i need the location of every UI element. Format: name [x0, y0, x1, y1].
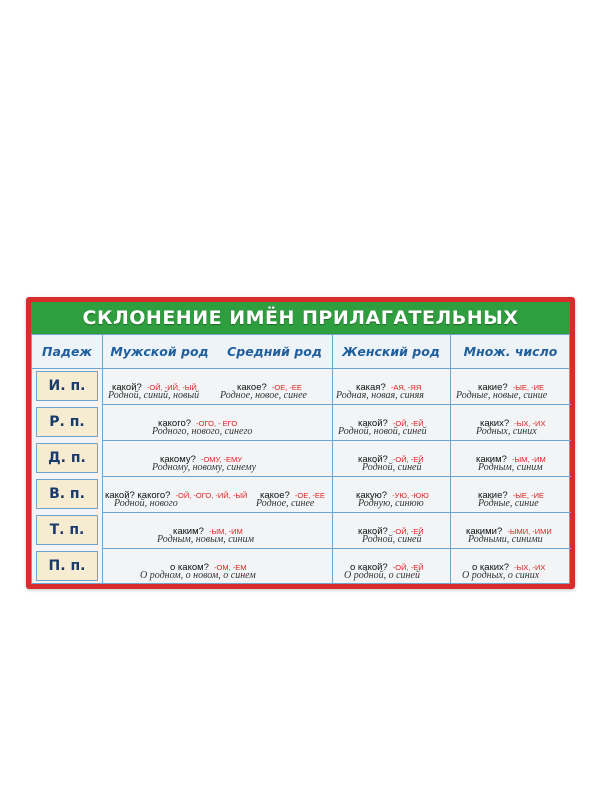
question-text: какой? [358, 526, 388, 537]
ending-text: -ЫЕ, -ИЕ [512, 383, 544, 392]
fem-words-acc: Родную, синюю [358, 498, 424, 509]
question-text: какое? [237, 382, 267, 393]
row-divider [102, 548, 571, 549]
row-divider [102, 440, 571, 441]
masc-neut-words-pre: О родном, о новом, о синем [140, 570, 256, 581]
plural-words-gen: Родных, синих [476, 426, 537, 437]
declension-poster [26, 297, 575, 589]
ending-text: -ОМ, -ЕМ [214, 563, 247, 572]
ending-text: -ОЙ, -ЕЙ [392, 455, 424, 464]
row-divider [102, 404, 571, 405]
ending-text: -ОЙ, -ИЙ, -ЫЙ [146, 383, 197, 392]
masc-neut-words-dat: Родному, новому, синему [152, 462, 257, 473]
table-header [32, 335, 569, 369]
row-divider [102, 476, 571, 477]
ending-text: -ОГО, - ЕГО [196, 419, 238, 428]
question-text: какую? [356, 490, 388, 501]
ending-text: -ОМУ, -ЕМУ [200, 455, 242, 464]
neut-words-acc: Родное, синее [256, 498, 315, 509]
question-text: какой? [358, 454, 388, 465]
ending-text: -ОЙ, -ЕЙ [392, 563, 424, 572]
declension-table [31, 334, 570, 584]
question-text: о каком? [170, 562, 209, 573]
masc-words-acc: Родной, нового [114, 498, 178, 509]
question-text: каких? [480, 418, 510, 429]
fem-words-dat: Родной, синей [362, 462, 422, 473]
header-case: Падеж [42, 344, 92, 359]
header-neuter: Средний род [227, 344, 322, 359]
column-divider [102, 335, 103, 583]
case-label-accusative: В. п. [36, 479, 98, 509]
case-label-nominative: И. п. [36, 371, 98, 401]
ending-text: -АЯ, -ЯЯ [390, 383, 422, 392]
plural-words-acc: Родные, синие [478, 498, 539, 509]
header-feminine: Женский род [342, 344, 440, 359]
masc-neut-words-ins: Родным, новым, синим [157, 534, 255, 545]
fem-words-nom: Родная, новая, синяя [336, 390, 424, 401]
column-divider [450, 335, 451, 583]
plural-words-pre: О родных, о синих [462, 570, 540, 581]
fem-words-gen: Родной, новой, синей [338, 426, 427, 437]
ending-text: -ЫМ, -ИМ [512, 455, 546, 464]
ending-text: -ЫЕ, -ИЕ [512, 491, 544, 500]
case-label-instrumental: Т. п. [36, 515, 98, 545]
question-text: какой? [358, 418, 388, 429]
masc-words-nom: Родной, синий, новый [108, 390, 200, 401]
question-text: какое? [260, 490, 290, 501]
question-text: какие? [478, 490, 508, 501]
question-text: какая? [356, 382, 386, 393]
question-text: какому? [160, 454, 196, 465]
plural-words-nom: Родные, новые, синие [456, 390, 548, 401]
case-label-genitive: Р. п. [36, 407, 98, 437]
fem-words-pre: О родной, о синей [344, 570, 420, 581]
question-text: какого? [158, 418, 192, 429]
plural-words-ins: Родными, синими [468, 534, 543, 545]
ending-text: -ОЙ, -ЕЙ [392, 419, 424, 428]
ending-text: -ОЕ, -ЕЕ [271, 383, 302, 392]
column-divider [332, 335, 333, 583]
ending-text: -ЫМ, -ИМ [209, 527, 243, 536]
row-divider [102, 512, 571, 513]
question-text: какие? [478, 382, 508, 393]
ending-text: -ОЙ, -ОГО, -ИЙ, -ЫЙ [175, 491, 248, 500]
neut-words-nom: Родное, новое, синее [220, 390, 307, 401]
poster-title: СКЛОНЕНИЕ ИМЁН ПРИЛАГАТЕЛЬНЫХ [31, 302, 570, 334]
question-text: какой? [112, 382, 142, 393]
plural-words-dat: Родным, синим [478, 462, 543, 473]
question-text: о какой? [350, 562, 388, 573]
ending-text: -ЫХ, -ИХ [514, 419, 546, 428]
ending-text: -ЫХ, -ИХ [514, 563, 546, 572]
ending-text: -УЮ, -ЮЮ [392, 491, 429, 500]
header-plural: Множ. число [463, 344, 558, 359]
fem-words-ins: Родной, синей [362, 534, 422, 545]
question-text: о каких? [472, 562, 510, 573]
masc-neut-words-gen: Родного, нового, синего [152, 426, 253, 437]
question-text: какой? какого? [105, 490, 171, 501]
question-text: каким? [476, 454, 507, 465]
ending-text: -ОЕ, -ЕЕ [294, 491, 325, 500]
case-label-dative: Д. п. [36, 443, 98, 473]
ending-text: -ОЙ, -ЕЙ [392, 527, 424, 536]
question-text: каким? [173, 526, 204, 537]
case-label-prepositional: П. п. [36, 551, 98, 581]
ending-text: -ЫМИ, -ИМИ [507, 527, 552, 536]
header-masculine: Мужской род [110, 344, 209, 359]
question-text: какими? [466, 526, 503, 537]
